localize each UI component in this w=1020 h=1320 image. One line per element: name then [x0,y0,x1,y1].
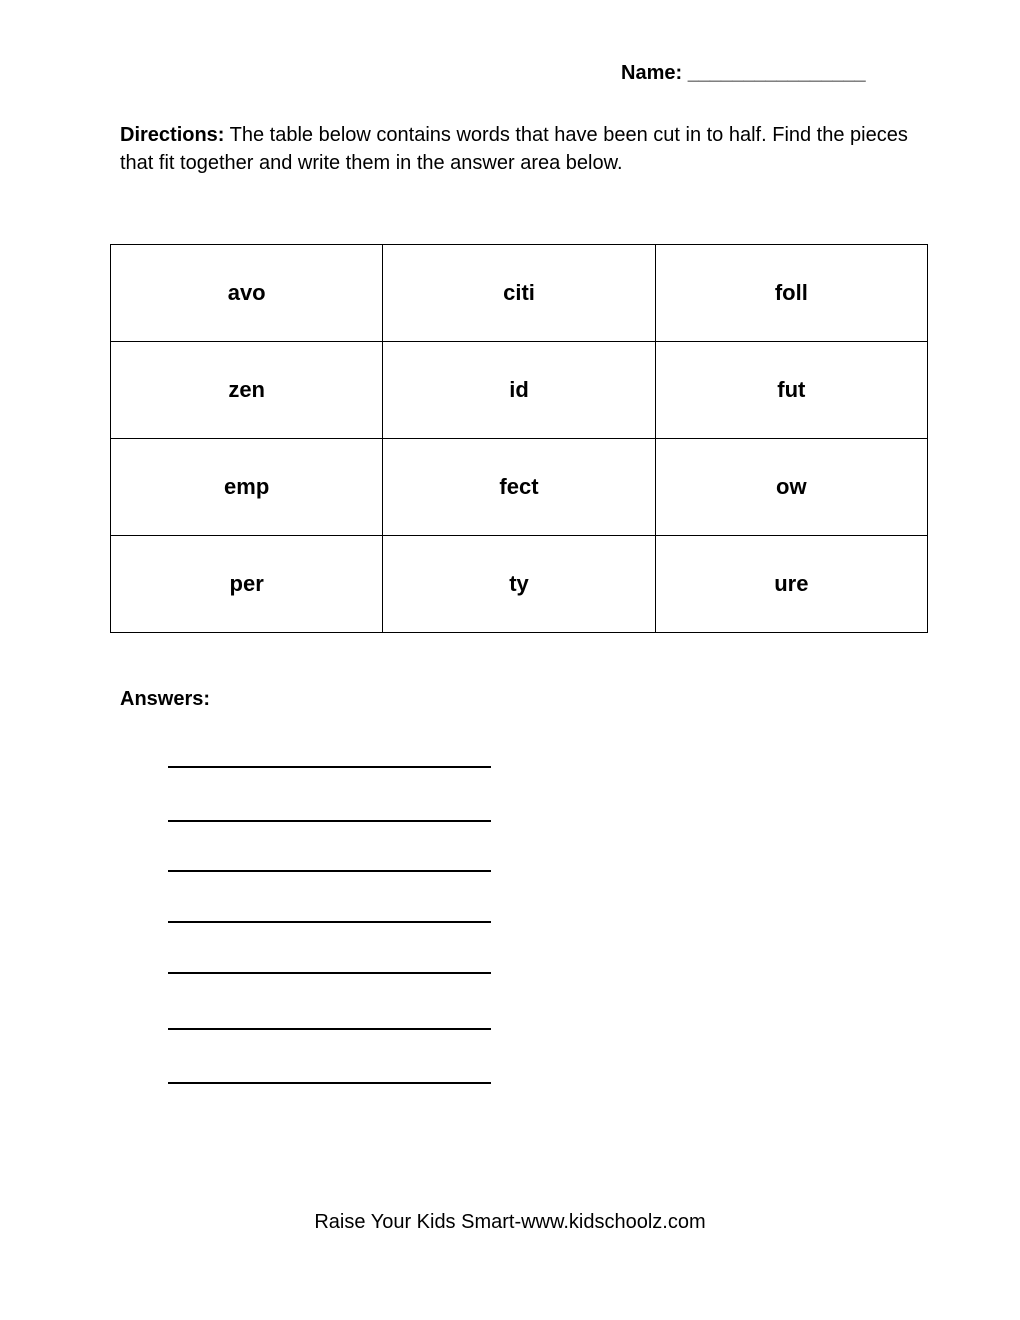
answer-blank-line[interactable] [168,766,491,768]
word-piece-cell: ure [655,536,927,633]
table-row [111,439,928,536]
word-piece-cell: fect [383,439,655,536]
answers-label: Answers: [120,688,211,710]
word-piece-cell: id [383,342,655,439]
name-field[interactable]: Name: ________________ [621,62,866,84]
word-piece-cell: citi [383,245,655,342]
directions-text: The table below contains words that have been cut in to half. Find the pieces that fit together and write them in the answer area below. [120,124,908,174]
answer-blank-line[interactable] [168,1082,491,1084]
table-row [111,245,928,342]
directions-paragraph [120,121,920,177]
answer-blank-line[interactable] [168,921,491,923]
answer-blank-line[interactable] [168,820,491,822]
word-piece-cell: per [111,536,383,633]
answer-blank-line[interactable] [168,972,491,974]
word-pieces-table [110,244,928,633]
word-piece-cell: fut [655,342,927,439]
answer-blank-line[interactable] [168,1028,491,1030]
word-piece-cell: emp [111,439,383,536]
word-piece-cell: zen [111,342,383,439]
word-piece-cell: ow [655,439,927,536]
answer-blank-line[interactable] [168,870,491,872]
word-piece-cell: foll [655,245,927,342]
table-row [111,342,928,439]
directions-label: Directions: [120,124,225,146]
footer-credit: Raise Your Kids Smart-www.kidschoolz.com [314,1211,706,1233]
word-piece-cell: avo [111,245,383,342]
table-row [111,536,928,633]
word-piece-cell: ty [383,536,655,633]
